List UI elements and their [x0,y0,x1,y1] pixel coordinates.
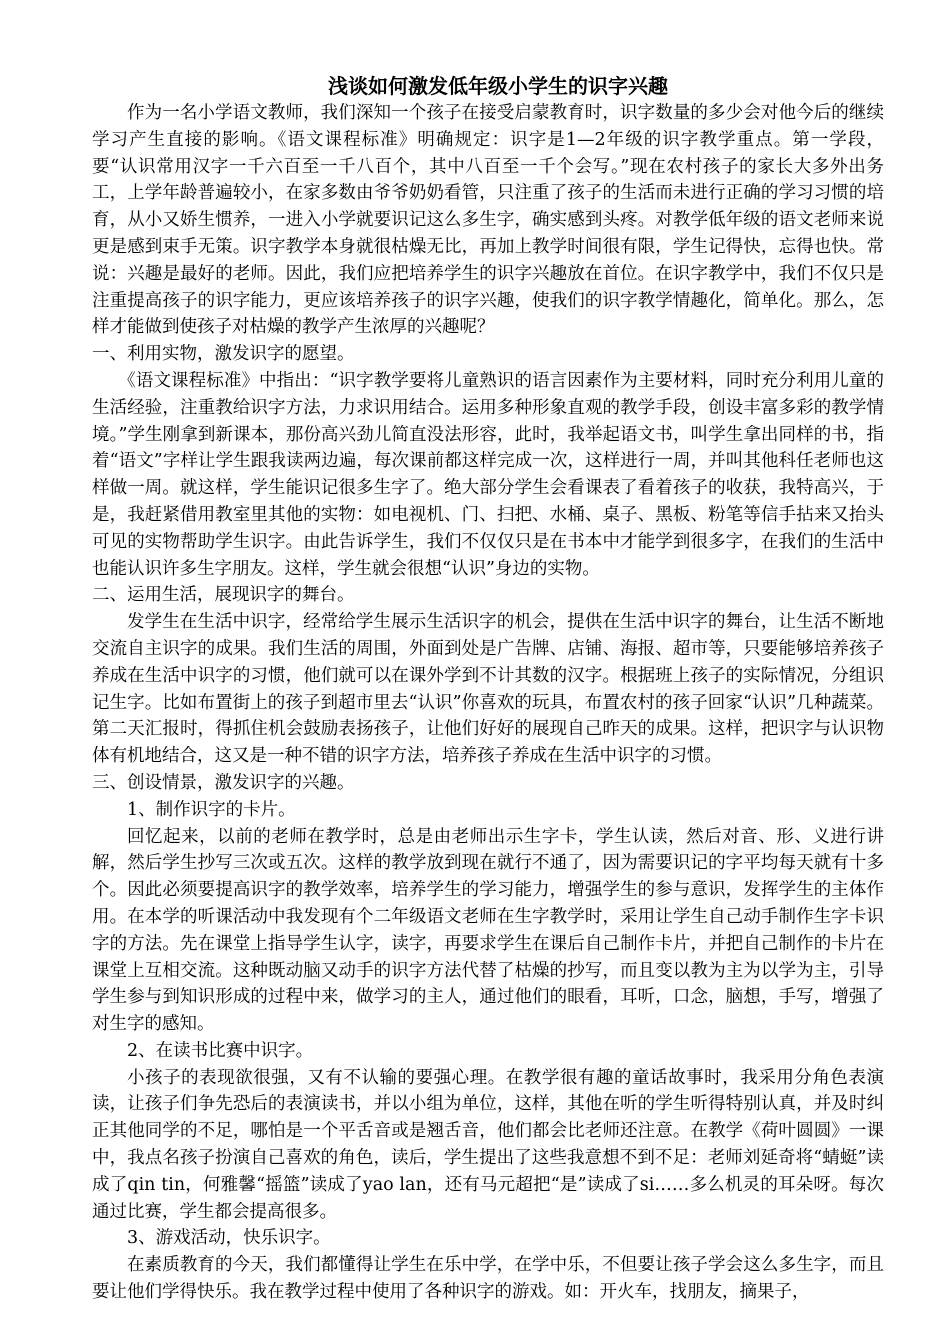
section-heading: 一、利用实物，激发识字的愿望。 [92,344,355,365]
body-paragraph: 发学生在生活中识字，经常给学生展示生活识字的机会，提供在生活中识字的舞台，让生活不断地交流自主识字的成果。我们生活的周围，外面到处是广告牌、店铺、海报、超市等，只要能够培养孩子养成在生活中识字的习惯，他们就可以在课外学到不计其数的汉字。根据班上孩子的实际情况，分组识记生字。比如布置街上的孩子到超市里去“认识”你喜欢的玩具，布置农村的孩子回家“认识”几种蔬菜。第二天汇报时，得抓住机会鼓励表扬孩子，让他们好好的展现自己昨天的成果。这样，把识字与认识物体有机地结合，这又是一种不错的识字方法，培养孩子养成在生活中识字的习惯。 [92,612,884,767]
document-body [92,100,884,1306]
subsection-heading: 3、游戏活动，快乐识字。 [127,1228,331,1249]
section-heading: 二、运用生活，展现识字的舞台。 [92,585,355,606]
body-paragraph: 《语文课程标准》中指出：“识字教学要将儿童熟识的语言因素作为主要材料，同时充分利用儿童的生活经验，注重教给识字方法，力求识用结合。运用多种形象直观的教学手段，创设丰富多彩的教学情境。”学生刚拿到新课本，那份高兴劲儿简直没法形容，此时，我举起语文书，叫学生拿出同样的书，指着“语文”字样让学生跟我读两边遍，每次课前都这样完成一次，这样进行一周，并叫其他科任老师也这样做一周。就这样，学生能识记很多生字了。绝大部分学生会看课表了看着孩子的收获，我特高兴，于是，我赶紧借用教室里其他的实物：如电视机、门、扫把、水桶、桌子、黑板、粉笔等信手拈来又抬头可见的实物帮助学生识字。由此告诉学生，我们不仅仅只是在书本中才能学到很多字，在我们的生活中也能认识许多生字朋友。这样，学生就会很想“认识”身边的实物。 [92,370,884,579]
body-paragraph: 作为一名小学语文教师，我们深知一个孩子在接受启蒙教育时，识字数量的多少会对他今后的继续学习产生直接的影响。《语文课程标准》明确规定：识字是1—2年级的识字教学重点。第一学段，要“认识常用汉字一千六百至一千八百个，其中八百至一千个会写。”现在农村孩子的家长大多外出务工，上学年龄普遍较小，在家多数由爷爷奶奶看管，只注重了孩子的生活而未进行正确的学习习惯的培育，从小又娇生惯养，一进入小学就要识记这么多生字，确实感到头疼。对教学低年级的语文老师来说更是感到束手无策。识字教学本身就很枯燥无比，再加上教学时间很有限，学生记得快，忘得也快。常说：兴趣是最好的老师。因此，我们应把培养学生的识字兴趣放在首位。在识字教学中，我们不仅只是注重提高孩子的识字能力，更应该培养孩子的识字兴趣，使我们的识字教学情趣化，简单化。那么，怎样才能做到使孩子对枯燥的教学产生浓厚的兴趣呢？ [92,103,884,338]
subsection-heading: 1、制作识字的卡片。 [127,799,296,820]
document-title: 浅谈如何激发低年级小学生的识字兴趣 [328,74,668,98]
body-paragraph: 小孩子的表现欲很强，又有不认输的要强心理。在教学很有趣的童话故事时，我采用分角色表演读，让孩子们争先恐后的表演读书，并以小组为单位，这样，其他在听的学生听得特别认真，并及时纠正其他同学的不足，哪怕是一个平舌音或是翘舌音，他们都会比老师还注意。在教学《荷叶圆圆》一课中，我点名孩子扮演自己喜欢的角色，读后，学生提出了这些我意想不到不足：老师刘延奇将“蜻蜓”读成了qin tin，何雅馨“摇篮”读成了yao lan，还有马元超把“是”读成了si……多么机灵的耳朵呀。每次通过比赛，学生都会提高很多。 [92,1067,884,1222]
subsection-heading: 2、在读书比赛中识字。 [127,1040,314,1061]
body-paragraph: 回忆起来，以前的老师在教学时，总是由老师出示生字卡，学生认读，然后对音、形、义进行讲解，然后学生抄写三次或五次。这样的教学放到现在就行不通了，因为需要识记的字平均每天就有十多个。因此必须要提高识字的教学效率，培养学生的学习能力，增强学生的参与意识，发挥学生的主体作用。在本学的听课活动中我发现有个二年级语文老师在生字教学时，采用让学生自己动手制作生字卡识字的方法。先在课堂上指导学生认字，读字，再要求学生在课后自己制作卡片，并把自己制作的卡片在课堂上互相交流。这种既动脑又动手的识字方法代替了枯燥的抄写，而且变以教为主为以学为主，引导学生参与到知识形成的过程中来，做学习的主人，通过他们的眼看，耳听，口念，脑想，手写，增强了对生字的感知。 [92,826,884,1035]
body-paragraph: 在素质教育的今天，我们都懂得让学生在乐中学，在学中乐，不但要让孩子学会这么多生字，而且要让他们学得快乐。我在教学过程中使用了各种识字的游戏。如：开火车，找朋友，摘果子， [92,1255,884,1303]
section-heading: 三、创设情景，激发识字的兴趣。 [92,772,355,793]
